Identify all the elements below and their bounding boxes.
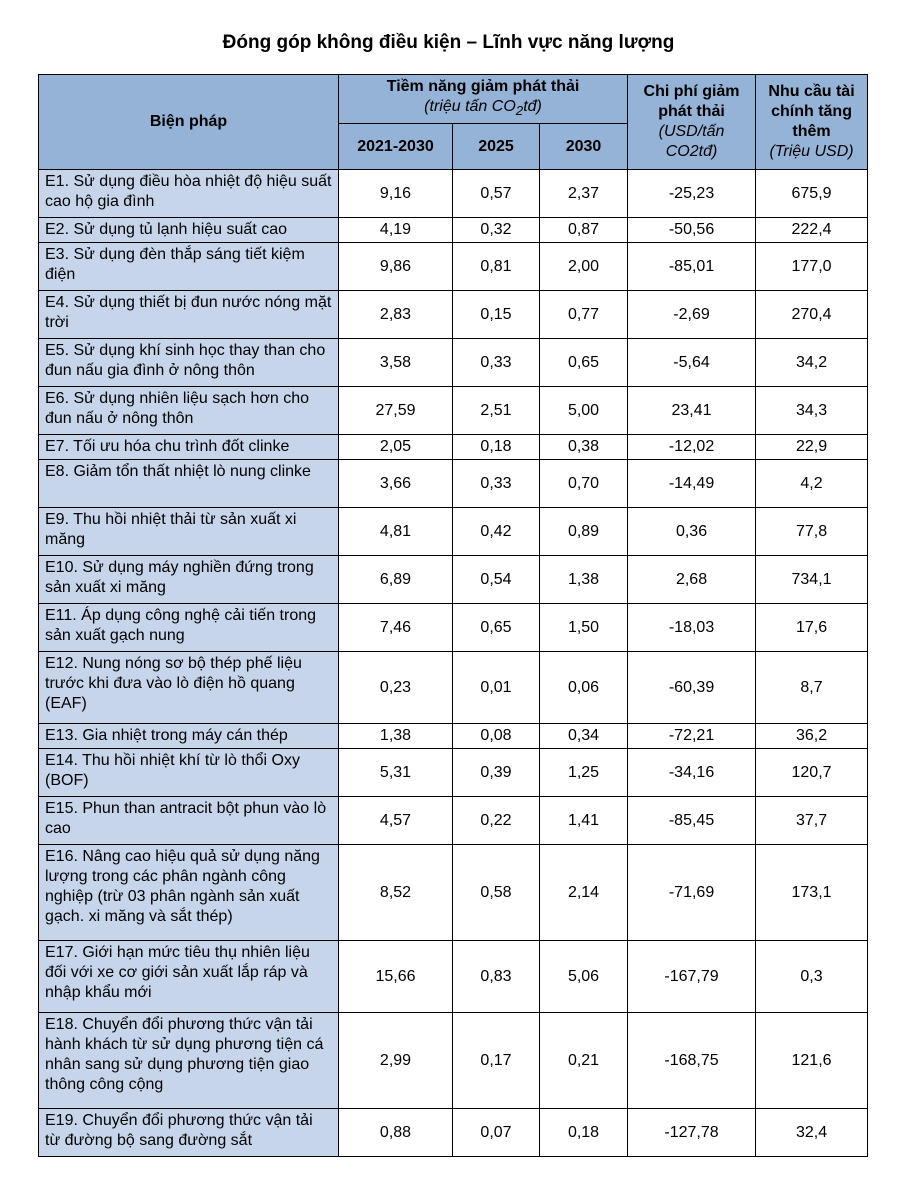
cell-2025: 0,07 [453, 1109, 540, 1157]
cell-2030: 1,25 [540, 749, 628, 797]
cell-cost: -25,23 [628, 170, 756, 218]
cell-2025: 0,32 [453, 218, 540, 243]
cell-cost: -60,39 [628, 652, 756, 724]
cell-potential-2021-2030: 2,99 [339, 1013, 453, 1109]
table-row [39, 941, 868, 1013]
cell-potential-2021-2030: 5,31 [339, 749, 453, 797]
cell-2030: 1,38 [540, 556, 628, 604]
header-cost-unit: (USD/tấn CO2tđ) [658, 123, 725, 161]
cell-potential-2021-2030: 2,83 [339, 291, 453, 339]
cell-finance: 270,4 [756, 291, 868, 339]
cell-cost: -72,21 [628, 724, 756, 749]
table-row [39, 845, 868, 941]
header-period: 2021-2030 [339, 124, 453, 170]
cell-2030: 5,00 [540, 387, 628, 435]
cell-2030: 2,14 [540, 845, 628, 941]
table-row [39, 797, 868, 845]
cell-2030: 2,37 [540, 170, 628, 218]
cell-cost: -50,56 [628, 218, 756, 243]
header-potential-unit: (triệu tấn $CO_2tđ$) [424, 98, 542, 119]
table-row [39, 387, 868, 435]
cell-2030: 0,21 [540, 1013, 628, 1109]
row-name: E3. Sử dụng đèn thắp sáng tiết kiệm điện [39, 243, 339, 291]
cell-2025: 0,83 [453, 941, 540, 1013]
cell-finance: 734,1 [756, 556, 868, 604]
table-row [39, 508, 868, 556]
cell-cost: -167,79 [628, 941, 756, 1013]
cell-2030: 0,34 [540, 724, 628, 749]
row-name: E18. Chuyển đổi phương thức vận tải hành khách từ sử dụng phương tiện cá nhân sang sử dụng phương tiện giao thông công cộng [39, 1013, 339, 1109]
cell-2025: 0,15 [453, 291, 540, 339]
row-name: E6. Sử dụng nhiên liệu sạch hơn cho đun nấu ở nông thôn [39, 387, 339, 435]
header-potential [339, 75, 628, 124]
cell-potential-2021-2030: 1,38 [339, 724, 453, 749]
cell-potential-2021-2030: 0,23 [339, 652, 453, 724]
table-row [39, 291, 868, 339]
measures-table [38, 74, 868, 1157]
cell-2025: 0,22 [453, 797, 540, 845]
row-name: E8. Giảm tổn thất nhiệt lò nung clinke [39, 460, 339, 508]
cell-2030: 1,41 [540, 797, 628, 845]
cell-finance: 4,2 [756, 460, 868, 508]
page-title: Đóng góp không điều kiện – Lĩnh vực năng lượng [222, 32, 675, 53]
header-2030: 2030 [540, 124, 628, 170]
table-row [39, 339, 868, 387]
row-name: E13. Gia nhiệt trong máy cán thép [39, 724, 339, 749]
table-row [39, 218, 868, 243]
cell-cost: -12,02 [628, 435, 756, 460]
cell-finance: 8,7 [756, 652, 868, 724]
cell-cost: 0,36 [628, 508, 756, 556]
header-finance [756, 75, 868, 170]
cell-2030: 0,38 [540, 435, 628, 460]
header-cost-main: Chi phí giảm phát thải [643, 83, 740, 121]
cell-2030: 1,50 [540, 604, 628, 652]
cell-cost: -85,01 [628, 243, 756, 291]
table-row [39, 435, 868, 460]
cell-finance: 173,1 [756, 845, 868, 941]
table-row [39, 460, 868, 508]
cell-potential-2021-2030: 3,66 [339, 460, 453, 508]
header-potential-main: Tiềm năng giảm phát thải [386, 78, 580, 95]
cell-potential-2021-2030: 4,19 [339, 218, 453, 243]
cell-cost: -14,49 [628, 460, 756, 508]
row-name: E10. Sử dụng máy nghiền đứng trong sản xuất xi măng [39, 556, 339, 604]
cell-cost: -85,45 [628, 797, 756, 845]
row-name: E4. Sử dụng thiết bị đun nước nóng mặt trời [39, 291, 339, 339]
cell-2025: 0,57 [453, 170, 540, 218]
cell-potential-2021-2030: 9,86 [339, 243, 453, 291]
cell-potential-2021-2030: 7,46 [339, 604, 453, 652]
row-name: E2. Sử dụng tủ lạnh hiệu suất cao [39, 218, 339, 243]
cell-2025: 0,33 [453, 339, 540, 387]
row-name: E17. Giới hạn mức tiêu thụ nhiên liệu đối với xe cơ giới sản xuất lắp ráp và nhập khẩu mới [39, 941, 339, 1013]
cell-2025: 0,33 [453, 460, 540, 508]
header-2025: 2025 [453, 124, 540, 170]
cell-finance: 177,0 [756, 243, 868, 291]
cell-potential-2021-2030: 27,59 [339, 387, 453, 435]
cell-potential-2021-2030: 0,88 [339, 1109, 453, 1157]
cell-potential-2021-2030: 15,66 [339, 941, 453, 1013]
cell-finance: 120,7 [756, 749, 868, 797]
table-row [39, 604, 868, 652]
cell-cost: -34,16 [628, 749, 756, 797]
row-name: E14. Thu hồi nhiệt khí từ lò thổi Oxy (BOF) [39, 749, 339, 797]
row-name: E12. Nung nóng sơ bộ thép phế liệu trước khi đưa vào lò điện hồ quang (EAF) [39, 652, 339, 724]
cell-finance: 17,6 [756, 604, 868, 652]
cell-potential-2021-2030: 8,52 [339, 845, 453, 941]
cell-potential-2021-2030: 9,16 [339, 170, 453, 218]
cell-2025: 0,17 [453, 1013, 540, 1109]
cell-finance: 34,3 [756, 387, 868, 435]
cell-cost: 2,68 [628, 556, 756, 604]
row-name: E1. Sử dụng điều hòa nhiệt độ hiệu suất cao hộ gia đình [39, 170, 339, 218]
table-row [39, 243, 868, 291]
cell-2030: 0,18 [540, 1109, 628, 1157]
cell-cost: -18,03 [628, 604, 756, 652]
cell-finance: 222,4 [756, 218, 868, 243]
cell-cost: -168,75 [628, 1013, 756, 1109]
cell-2025: 0,58 [453, 845, 540, 941]
table-row [39, 749, 868, 797]
cell-2025: 0,54 [453, 556, 540, 604]
cell-finance: 37,7 [756, 797, 868, 845]
cell-cost: -5,64 [628, 339, 756, 387]
cell-2030: 0,06 [540, 652, 628, 724]
cell-cost: -2,69 [628, 291, 756, 339]
cell-potential-2021-2030: 3,58 [339, 339, 453, 387]
cell-potential-2021-2030: 4,57 [339, 797, 453, 845]
header-measure: Biện pháp [39, 75, 339, 170]
row-name: E19. Chuyển đổi phương thức vận tải từ đường bộ sang đường sắt [39, 1109, 339, 1157]
cell-finance: 77,8 [756, 508, 868, 556]
table-row [39, 170, 868, 218]
row-name: E9. Thu hồi nhiệt thải từ sản xuất xi măng [39, 508, 339, 556]
cell-2030: 0,65 [540, 339, 628, 387]
cell-finance: 675,9 [756, 170, 868, 218]
cell-finance: 121,6 [756, 1013, 868, 1109]
cell-2030: 5,06 [540, 941, 628, 1013]
header-finance-main: Nhu cầu tài chính tăng thêm [768, 83, 855, 141]
table-row [39, 1013, 868, 1109]
row-name: E5. Sử dụng khí sinh học thay than cho đun nấu gia đình ở nông thôn [39, 339, 339, 387]
cell-2025: 0,18 [453, 435, 540, 460]
cell-2025: 0,81 [453, 243, 540, 291]
cell-cost: -127,78 [628, 1109, 756, 1157]
cell-2030: 0,87 [540, 218, 628, 243]
header-finance-unit: (Triệu USD) [769, 143, 854, 161]
row-name: E15. Phun than antracit bột phun vào lò cao [39, 797, 339, 845]
cell-2030: 0,77 [540, 291, 628, 339]
cell-2030: 0,89 [540, 508, 628, 556]
cell-finance: 0,3 [756, 941, 868, 1013]
cell-2025: 2,51 [453, 387, 540, 435]
table-row [39, 724, 868, 749]
row-name: E16. Nâng cao hiệu quả sử dụng năng lượng trong các phân ngành công nghiệp (trừ 03 phân ngành sản xuất gạch. xi măng và sắt thép) [39, 845, 339, 941]
cell-cost: -71,69 [628, 845, 756, 941]
cell-potential-2021-2030: 2,05 [339, 435, 453, 460]
cell-2025: 0,08 [453, 724, 540, 749]
cell-2025: 0,65 [453, 604, 540, 652]
cell-potential-2021-2030: 4,81 [339, 508, 453, 556]
cell-finance: 32,4 [756, 1109, 868, 1157]
table-row [39, 556, 868, 604]
cell-finance: 34,2 [756, 339, 868, 387]
table-row [39, 1109, 868, 1157]
cell-finance: 36,2 [756, 724, 868, 749]
row-name: E7. Tối ưu hóa chu trình đốt clinke [39, 435, 339, 460]
row-name: E11. Áp dụng công nghệ cải tiến trong sản xuất gạch nung [39, 604, 339, 652]
table-row [39, 652, 868, 724]
header-cost [628, 75, 756, 170]
cell-finance: 22,9 [756, 435, 868, 460]
cell-2025: 0,01 [453, 652, 540, 724]
cell-2025: 0,42 [453, 508, 540, 556]
cell-2030: 0,70 [540, 460, 628, 508]
cell-cost: 23,41 [628, 387, 756, 435]
cell-2030: 2,00 [540, 243, 628, 291]
cell-potential-2021-2030: 6,89 [339, 556, 453, 604]
cell-2025: 0,39 [453, 749, 540, 797]
